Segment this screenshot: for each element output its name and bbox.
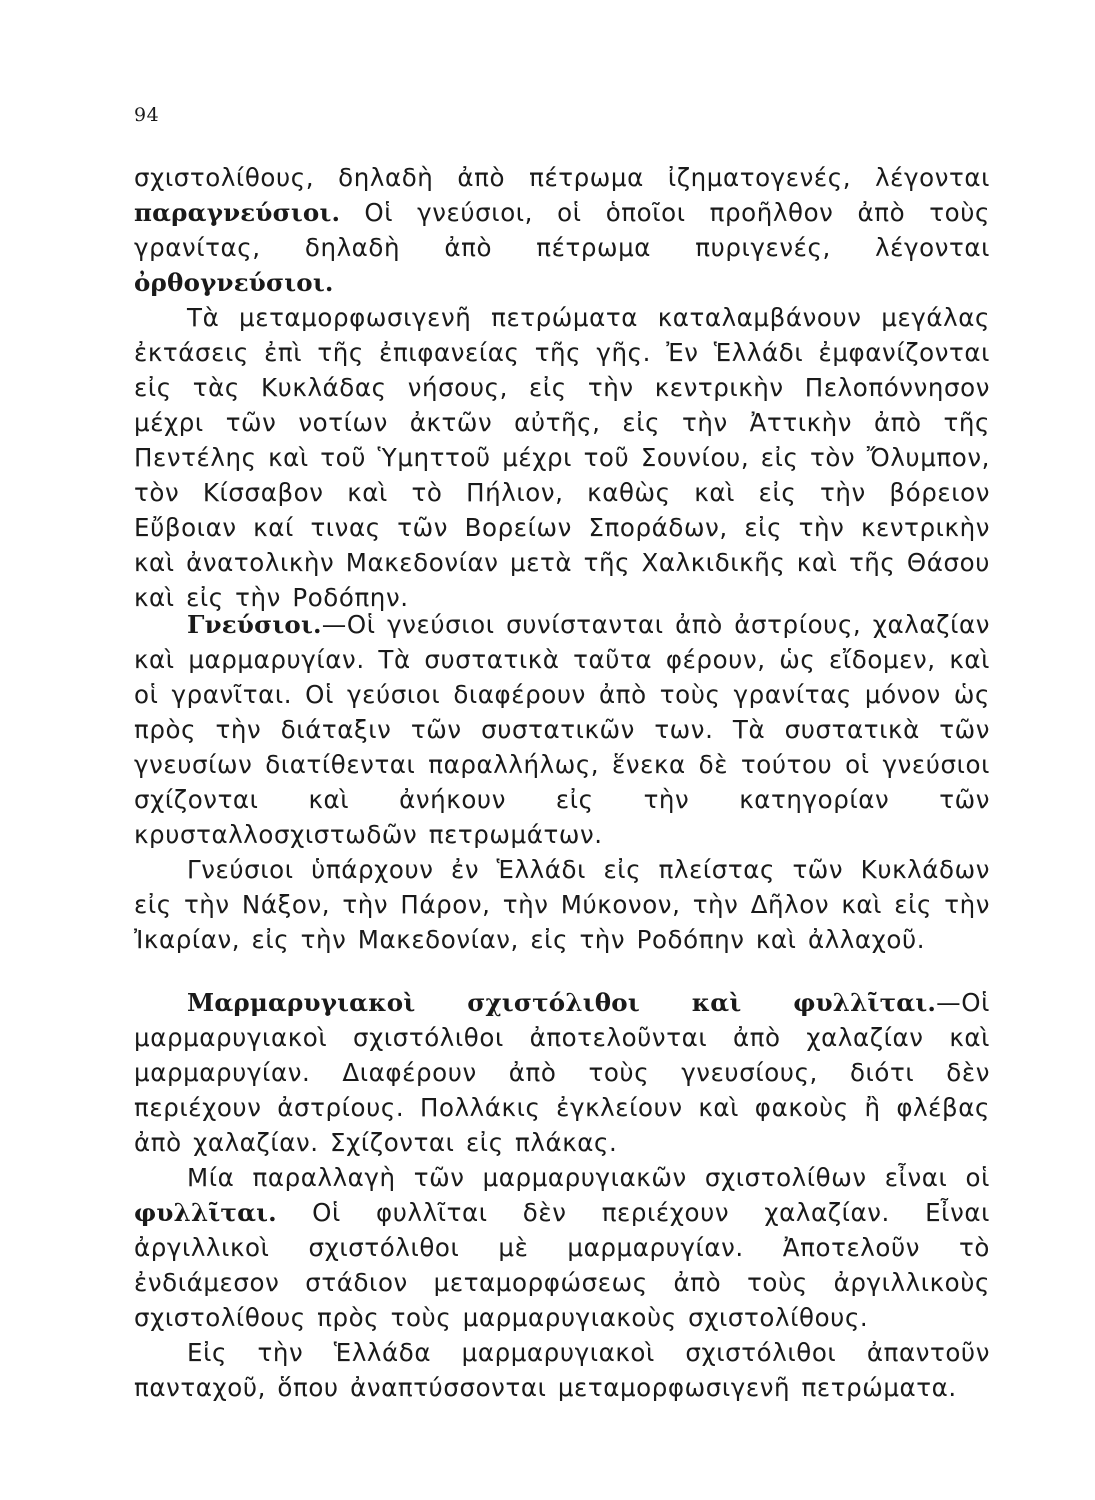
term-paragneiss: παραγνεύσιοι.: [134, 198, 341, 227]
paragraph-mica-schist-definition: [134, 985, 990, 1160]
paragraph-mica-schist-locations: Εἰς τὴν Ἑλλάδα μαρμαρυγιακοὶ σχιστόλιθοι ἀπαντοῦν πανταχοῦ, ὅπου ἀναπτύσσονται μεταμορφωσιγενῆ πετρώματα.: [134, 1338, 990, 1402]
paragraph-gneiss-definition: [134, 607, 990, 852]
term-orthogneiss: ὀρθογνεύσιοι.: [134, 268, 334, 297]
paragraph-gneiss-locations: Γνεύσιοι ὑπάρχουν ἐν Ἑλλάδι εἰς πλείστας τῶν Κυκλάδων εἰς τὴν Νάξον, τὴν Πάρον, τὴν Μύκονον, τὴν Δῆλον καὶ εἰς τὴν Ἰκαρίαν, εἰς τὴν Μακεδονίαν, εἰς τὴν Ροδόπην καὶ ἀλλαχοῦ.: [134, 855, 990, 954]
paragraph-distribution-metamorphic: Τὰ μεταμορφωσιγενῆ πετρώματα καταλαμβάνουν μεγάλας ἐκτάσεις ἐπὶ τῆς ἐπιφανείας τῆς γῆς. Ἐν Ἑλλάδι ἐμφανίζονται εἰς τὰς Κυκλάδας νήσους, εἰς τὴν κεντρικὴν Πελοπόννησον μέχρι τῶν νοτίων ἀκτῶν αὐτῆς, εἰς τὴν Ἀττικὴν ἀπὸ τῆς Πεντέλης καὶ τοῦ Ὑμηττοῦ μέχρι τοῦ Σουνίου, εἰς τὸν Ὄλυμπον, τὸν Κίσσαβον καὶ τὸ Πήλιον, καθὼς καὶ εἰς τὴν βόρειον Εὔβοιαν καί τινας τῶν Βορείων Σποράδων, εἰς τὴν κεντρικὴν καὶ ἀνατολικὴν Μακεδονίαν μετὰ τῆς Χαλκιδικῆς καὶ τῆς Θάσου καὶ εἰς τὴν Ροδόπην.: [134, 303, 990, 612]
text-section-mica-schists: [134, 985, 990, 1405]
section-heading-mica-schists: Μαρμαρυγιακοὶ σχιστόλιθοι καὶ φυλλῖται.: [187, 988, 937, 1017]
text-section-rock-origins: [134, 160, 990, 615]
paragraph-text: —Οἱ γνεύσιοι συνίστανται ἀπὸ ἀστρίους, χαλαζίαν καὶ μαρμαρυγίαν. Τὰ συστατικὰ ταῦτα φέρουν, ὡς εἴδομεν, καὶ οἱ γρανῖται. Οἱ γεύσιοι διαφέρουν ἀπὸ τοὺς γρανίτας μόνον ὡς πρὸς τὴν διάταξιν τῶν συστατικῶν των. Τὰ συστατικὰ τῶν γνευσίων διατίθενται παραλλήλως, ἕνεκα δὲ τούτου οἱ γνεύσιοι σχίζονται καὶ ἀνήκουν εἰς τὴν κατηγορίαν τῶν κρυσταλλοσχιστωδῶν πετρωμάτων.: [134, 610, 990, 849]
term-phyllites: φυλλῖται.: [134, 1198, 277, 1227]
paragraph-text: Μία παραλλαγὴ τῶν μαρμαρυγιακῶν σχιστολίθων εἶναι οἱ: [187, 1163, 990, 1192]
paragraph-para-ortho-gneiss: [134, 160, 990, 300]
paragraph-text: —Οἱ μαρμαρυγιακοὶ σχιστόλιθοι ἀποτελοῦνται ἀπὸ χαλαζίαν καὶ μαρμαρυγίαν. Διαφέρουν ἀπὸ τοὺς γνευσίους, διότι δὲν περιέχουν ἀστρίους. Πολλάκις ἐγκλείουν καὶ φακοὺς ἢ φλέβας ἀπὸ χαλαζίαν. Σχίζονται εἰς πλάκας.: [134, 988, 990, 1157]
page-number: 94: [134, 104, 160, 126]
text-section-gneiss: [134, 607, 990, 957]
section-heading-gneiss: Γνεύσιοι.: [187, 610, 322, 639]
paragraph-phyllites: [134, 1160, 990, 1335]
paragraph-text: Οἱ φυλλῖται δὲν περιέχουν χαλαζίαν. Εἶναι ἀργιλλικοὶ σχιστόλιθοι μὲ μαρμαρυγίαν. Ἀποτελοῦν τὸ ἐνδιάμεσον στάδιον μεταμορφώσεως ἀπὸ τοὺς ἀργιλλικοὺς σχιστολίθους πρὸς τοὺς μαρμαρυγιακοὺς σχιστολίθους.: [134, 1198, 990, 1332]
paragraph-text: Οἱ γνεύσιοι, οἱ ὁποῖοι προῆλθον ἀπὸ τοὺς γρανίτας, δηλαδὴ ἀπὸ πέτρωμα πυριγενές, λέγονται: [134, 198, 990, 262]
paragraph-text: σχιστολίθους, δηλαδὴ ἀπὸ πέτρωμα ἰζηματογενές, λέγονται: [134, 163, 990, 192]
